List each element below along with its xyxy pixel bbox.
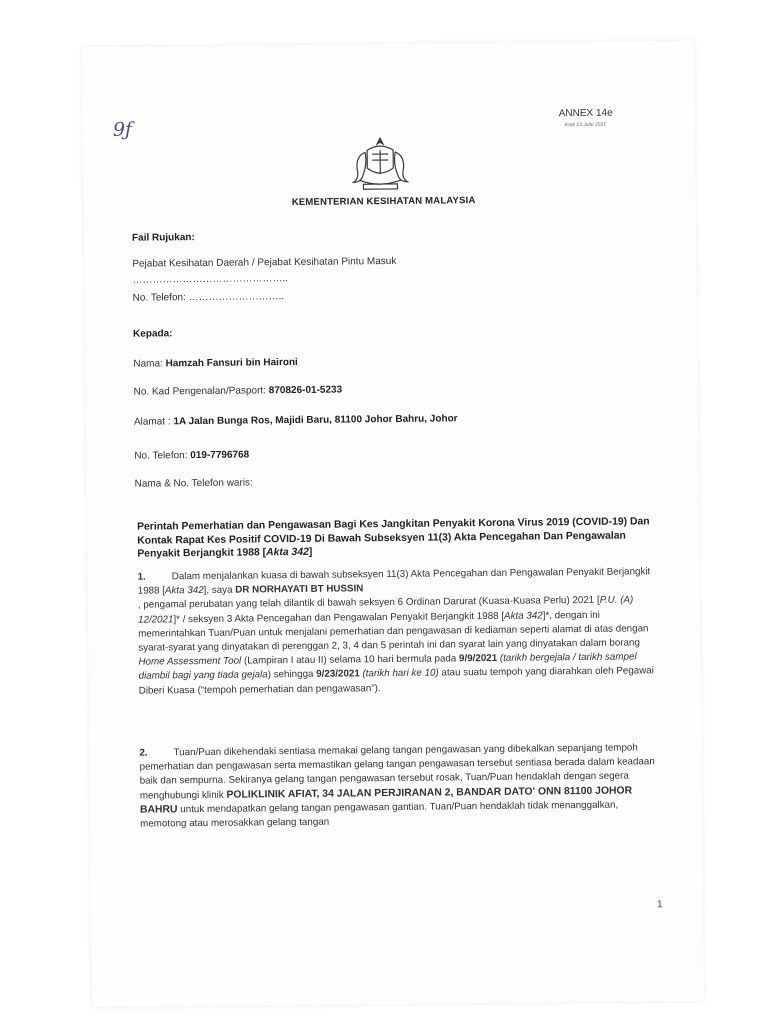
fail-rujukan-label: Fail Rujukan:	[131, 232, 195, 244]
heading-text: Perintah Pemerhatian dan Pengawasan Bagi Kes Jangkitan Penyakit Korona Virus 2019 (COVID-19) Dan Kontak Rapat Kes Positif COVID-19 Di Bawah Subseksyen 11(3) Akta Pencegahan Dan Pengawalan Penyakit Berjangkit 1988 [	[136, 516, 650, 560]
para2-text-1: Tuan/Puan dikehendaki sentiasa memakai gelang tangan pengawasan yang dibekalkan sepanjang tempoh pemerhatian dan pengawasan serta memastikan gelang tangan pengawasan tersebut sentiasa berada dalam keadaan baik dan sempurna. Sekiranya gelang tangan pengawasan tersebut rosak, Tuan/Puan hendaklah dengan segera menghubungi klinik	[139, 742, 655, 802]
start-date-note-a: (tarikh bergejala / tarikh	[499, 652, 603, 665]
office-phone-line: No. Telefon: ………………………..	[132, 291, 285, 304]
para2-text-2: untuk mendapatkan gelang tangan pengawasan gantian. Tuan/Puan hendaklah tidak menanggalkan, memotong atau merosakkan gelang tangan	[140, 799, 619, 830]
para1-text-3: , pengamal perubatan yang telah dilantik di bawah seksyen 6 Ordinan Darurat (Kuasa-Kuasa Perlu) 2021 [	[137, 595, 600, 612]
page-number: 1	[656, 899, 663, 911]
office-dotted-line: ………………………………………..	[132, 273, 289, 286]
recipient-address: 1A Jalan Bunga Ros, Majidi Baru, 81100 Johor Bahru, Johor	[173, 413, 458, 428]
heading-act: Akta 342	[266, 546, 309, 559]
recipient-name-row	[133, 357, 298, 370]
para1-pu: P.U. (A) 12/2021	[137, 594, 634, 626]
recipient-ic-row	[134, 384, 343, 397]
recipient-ic: 870826-01-5233	[268, 384, 343, 397]
phone-label: No. Telefon:	[134, 450, 188, 462]
para1-text-8: atau suatu tempoh yang diarahkan oleh Pegawai Diberi Kuasa (“tempoh pemerhatian dan pengawasan”).	[138, 665, 654, 697]
start-date: 9/9/2021	[458, 653, 498, 665]
office-line: Pejabat Kesihatan Daerah / Pejabat Kesihatan Pintu Masuk	[132, 255, 397, 270]
para1-act-1: Akta 342	[164, 585, 204, 597]
annex-date: Kmk 13 Julai 2021	[564, 121, 607, 129]
address-label: Alamat :	[133, 416, 171, 428]
handwritten-mark: 9ƒ	[112, 118, 133, 141]
ministry-title: KEMENTERIAN KESIHATAN MALAYSIA	[291, 195, 476, 209]
recipient-phone: 019-7796768	[190, 449, 250, 462]
paragraph-1	[138, 565, 661, 698]
paragraph-2	[139, 741, 662, 832]
ic-label: No. Kad Pengenalan/Pasport:	[133, 385, 267, 398]
coat-of-arms-icon	[345, 134, 416, 199]
home-assessment-tool: Home Assessment Tool	[138, 655, 242, 668]
para1-text-4: ]* / seksyen 3 Akta Pencegahan dan Pengawalan Penyakit Berjangkit 1988 [	[173, 610, 505, 625]
end-date-note: (tarikh hari ke 10)	[362, 667, 439, 680]
order-heading	[137, 515, 657, 561]
recipient-name: Hamzah Fansuri bin Haironi	[165, 356, 298, 370]
kepada-label: Kepada:	[132, 328, 173, 340]
para1-text-7: ) sehingga	[267, 669, 314, 681]
para2-number: 2.	[139, 747, 148, 759]
para1-text-5: ]*, dengan ini memerintahkan Tuan/Puan untuk menjalani pemerhatian dan pengawasan di kediaman seperti alamat di atas dengan syarat-syarat yang dinyatakan di perenggan 2, 3, 4 dan 5 perintah ini dan syarat lain yang dinyatakan dalam borang	[138, 609, 649, 654]
heading-close: ]	[308, 546, 313, 558]
para1-act-2: Akta 342	[503, 610, 543, 622]
annex-label: ANNEX 14e	[558, 107, 613, 120]
para1-text-6: (Lampiran I atau II) selama 10 hari bermula pada	[243, 653, 457, 667]
para1-text-1: Dalam menjalankan kuasa di bawah subseksyen 11(3) Akta Pencegahan dan Pengawalan Penyakit Berjangkit 1988 [	[137, 566, 651, 597]
name-label: Nama:	[133, 358, 163, 370]
para1-number: 1.	[137, 571, 146, 583]
para1-text-2: ], saya	[203, 584, 233, 597]
start-date-note-b: sampel diambil bagi yang tiada gejala	[138, 651, 637, 683]
document-page	[82, 41, 704, 1007]
end-date: 9/23/2021	[316, 668, 360, 681]
clinic-address: POLIKLINIK AFIAT, 34 JALAN PERJIRANAN 2, BANDAR DATO' ONN 81100 JOHOR BAHRU	[139, 785, 633, 816]
recipient-address-row	[134, 413, 458, 427]
waris-label: Nama & No. Telefon waris:	[134, 477, 253, 490]
recipient-phone-row	[134, 449, 249, 461]
officer-name: DR NORHAYATI BT HUSSIN	[235, 583, 364, 596]
